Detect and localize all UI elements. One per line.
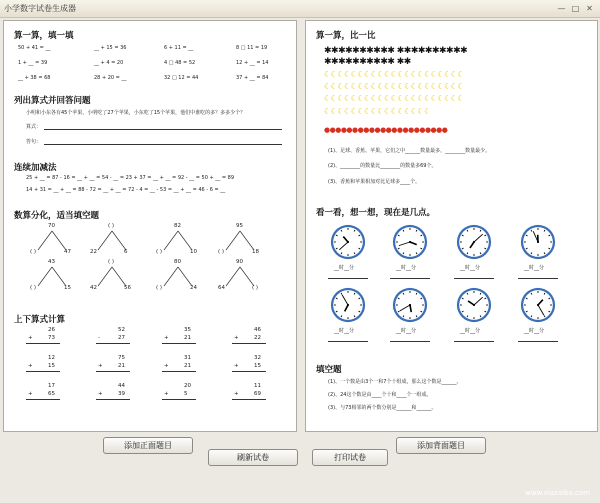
tree-top: 80 <box>174 259 181 265</box>
tree-right: ( ) <box>252 285 259 291</box>
vertical-bottom-number: 22 <box>254 335 261 341</box>
tree-left: ( ) <box>156 249 163 255</box>
clock-answer-line[interactable] <box>518 341 558 342</box>
banana-row: ☾☾☾☾☾☾☾☾☾☾☾☾☾☾☾☾ <box>324 107 431 116</box>
vertical-answer-line[interactable] <box>162 399 196 400</box>
clock-answer: __时__分 <box>396 328 417 334</box>
clock-face <box>330 287 366 323</box>
section-title: 算一算，比一比 <box>316 31 376 41</box>
vertical-operator: + <box>164 335 169 341</box>
vertical-top-number: 46 <box>254 327 261 333</box>
vertical-top-number: 75 <box>118 355 125 361</box>
vertical-operator: + <box>164 391 169 397</box>
tree-branch <box>92 230 136 252</box>
tree-left: 22 <box>90 249 97 255</box>
vertical-operator: + <box>234 391 239 397</box>
tree-top: 70 <box>48 223 55 229</box>
tree-top: 43 <box>48 259 55 265</box>
clock-face <box>456 287 492 323</box>
clock-answer-line[interactable] <box>454 341 494 342</box>
vertical-top-number: 26 <box>48 327 55 333</box>
tree-right: 18 <box>252 249 259 255</box>
equation: 6 + 11 = __ <box>164 45 194 51</box>
clock-face <box>392 287 428 323</box>
vertical-answer-line[interactable] <box>232 371 266 372</box>
clock-face <box>520 224 556 260</box>
vertical-bottom-number: 21 <box>184 335 191 341</box>
vertical-operator: + <box>28 391 33 397</box>
vertical-operator: + <box>234 335 239 341</box>
vertical-operator: - <box>98 335 100 341</box>
vertical-answer-line[interactable] <box>96 399 130 400</box>
vertical-answer-line[interactable] <box>26 343 60 344</box>
formula-line[interactable] <box>44 129 282 130</box>
vertical-top-number: 12 <box>48 355 55 361</box>
equation: 37 + __ = 84 <box>236 75 269 81</box>
banana-row: ☾☾☾☾☾☾☾☾☾☾☾☾☾☾☾☾☾☾☾☾☾ <box>324 82 465 91</box>
section-title: 上下算式计算 <box>14 315 66 325</box>
vertical-top-number: 52 <box>118 327 125 333</box>
section-title: 连续加减法 <box>14 163 57 173</box>
vertical-bottom-number: 15 <box>254 363 261 369</box>
clock-answer-line[interactable] <box>454 278 494 279</box>
clock-answer-line[interactable] <box>390 278 430 279</box>
vertical-bottom-number: 15 <box>48 363 55 369</box>
tree-top: 90 <box>236 259 243 265</box>
formula-label: 算式： <box>26 124 42 130</box>
vertical-operator: + <box>28 363 33 369</box>
equation: 28 + 20 = __ <box>94 75 127 81</box>
clock-face <box>456 224 492 260</box>
tree-left: ( ) <box>218 249 225 255</box>
equation: 32 □ 12 = 44 <box>164 75 199 81</box>
vertical-answer-line[interactable] <box>96 343 130 344</box>
vertical-top-number: 32 <box>254 355 261 361</box>
clock-answer-line[interactable] <box>390 341 430 342</box>
clock-answer: __时__分 <box>396 265 417 271</box>
clock-answer-line[interactable] <box>518 278 558 279</box>
vertical-top-number: 31 <box>184 355 191 361</box>
section-title: 列出算式并回答问题 <box>14 96 91 106</box>
vertical-bottom-number: 69 <box>254 391 261 397</box>
add-back-question-button[interactable]: 添加背面题目 <box>396 437 486 454</box>
refresh-paper-button[interactable]: 刷新试卷 <box>208 449 298 466</box>
clock-answer-line[interactable] <box>328 341 368 342</box>
tree-right: 47 <box>64 249 71 255</box>
section-title: 算一算，填一填 <box>14 31 74 41</box>
football-row: ✱✱✱✱✱✱✱✱✱✱ ✱✱✱✱✱✱✱✱✱✱ <box>324 46 468 56</box>
equation: 12 + __ = 14 <box>236 60 269 66</box>
section-title: 看一看，想一想，现在是几点。 <box>316 208 436 218</box>
vertical-bottom-number: 73 <box>48 335 55 341</box>
clock-face <box>392 224 428 260</box>
tree-left: 42 <box>90 285 97 291</box>
equation: 8 □ 11 = 19 <box>236 45 268 51</box>
equation: __ + 15 = 36 <box>94 45 127 51</box>
tree-left: ( ) <box>30 249 37 255</box>
equation: __ + 38 = 68 <box>18 75 51 81</box>
minimize-button[interactable]: — <box>557 4 566 13</box>
back-page-sheet[interactable] <box>305 20 598 432</box>
section-title: 填空题 <box>316 365 342 375</box>
tree-left: 64 <box>218 285 225 291</box>
compare-question: (2)、________的数量比________的数量多69个。 <box>328 163 437 169</box>
tree-left: ( ) <box>156 285 163 291</box>
vertical-answer-line[interactable] <box>162 343 196 344</box>
vertical-top-number: 44 <box>118 383 125 389</box>
chain-line: 25 + __ = 87 - 16 = __ + __ = 54 - __ = 23 + 37 = __ + __ = 92 - __ = 50 + __ = 89 <box>26 175 234 181</box>
maximize-button[interactable]: □ <box>571 4 580 13</box>
vertical-top-number: 20 <box>184 383 191 389</box>
equation: 50 + 41 = __ <box>18 45 51 51</box>
front-page-sheet[interactable] <box>3 20 297 432</box>
app-title: 小学数字试卷生成器 <box>4 4 76 13</box>
clock-answer-line[interactable] <box>328 278 368 279</box>
vertical-answer-line[interactable] <box>232 343 266 344</box>
equation: 4 □ 48 = 52 <box>164 60 196 66</box>
vertical-operator: + <box>234 363 239 369</box>
clock-face <box>520 287 556 323</box>
tree-right: 24 <box>190 285 197 291</box>
vertical-answer-line[interactable] <box>162 371 196 372</box>
vertical-operator: + <box>98 363 103 369</box>
vertical-bottom-number: 21 <box>184 363 191 369</box>
answer-line[interactable] <box>44 144 282 145</box>
watermark: www.xiazaiba.com <box>525 489 590 497</box>
vertical-bottom-number: 21 <box>118 363 125 369</box>
chain-line: 14 + 31 = __ + __ = 88 - 72 = __ + __ = 72 - 4 = __ - 53 = __ + __ = 46 - 6 = __ <box>26 187 226 193</box>
vertical-answer-line[interactable] <box>26 371 60 372</box>
apple-row: ●●●●●●●●●●●●●●●●●●●●●● <box>324 126 448 134</box>
vertical-operator: + <box>28 335 33 341</box>
vertical-operator: + <box>164 363 169 369</box>
tree-right: 6 <box>124 249 128 255</box>
tree-top: 82 <box>174 223 181 229</box>
vertical-bottom-number: 39 <box>118 391 125 397</box>
word-problem: 小明和小东各有45个苹果，小明吃了27个苹果，小东吃了15个苹果，他们中谁吃的多？多多少个？ <box>26 110 246 116</box>
clock-answer: __时__分 <box>524 265 545 271</box>
clock-answer: __时__分 <box>460 265 481 271</box>
tree-left: ( ) <box>30 285 37 291</box>
tree-top: 95 <box>236 223 243 229</box>
clock-answer: __时__分 <box>334 265 355 271</box>
clock-answer: __时__分 <box>334 328 355 334</box>
vertical-answer-line[interactable] <box>96 371 130 372</box>
tree-top: ( ) <box>108 223 115 229</box>
section-title: 数算分化，适当填空题 <box>14 211 100 221</box>
close-button[interactable]: ✕ <box>586 4 593 13</box>
banana-row: ☾☾☾☾☾☾☾☾☾☾☾☾☾☾☾☾☾☾☾☾☾ <box>324 94 465 103</box>
compare-question: (1)、足球、香蕉、苹果，它们之中______数量最多，________数量最少。 <box>328 148 491 154</box>
tree-top: ( ) <box>108 259 115 265</box>
tree-right: 56 <box>124 285 131 291</box>
vertical-operator: + <box>98 391 103 397</box>
vertical-top-number: 17 <box>48 383 55 389</box>
vertical-answer-line[interactable] <box>26 399 60 400</box>
clock-answer: __时__分 <box>460 328 481 334</box>
answer-label: 答句： <box>26 139 42 145</box>
tree-right: 15 <box>64 285 71 291</box>
banana-row: ☾☾☾☾☾☾☾☾☾☾☾☾☾☾☾☾☾☾☾☾☾ <box>324 70 465 79</box>
vertical-answer-line[interactable] <box>232 399 266 400</box>
equation: 1 + __ = 39 <box>18 60 48 66</box>
vertical-bottom-number: 27 <box>118 335 125 341</box>
clock-face <box>330 224 366 260</box>
fill-question: (1)、一个数是由3个一和7个十组成，那么这个数是______。 <box>328 379 462 385</box>
add-front-question-button[interactable]: 添加正面题目 <box>103 437 193 454</box>
tree-right: 10 <box>190 249 197 255</box>
football-row: ✱✱✱✱✱✱✱✱✱✱ ✱✱ <box>324 57 411 67</box>
vertical-top-number: 35 <box>184 327 191 333</box>
vertical-bottom-number: 65 <box>48 391 55 397</box>
print-paper-button[interactable]: 打印试卷 <box>312 449 388 466</box>
vertical-top-number: 11 <box>254 383 261 389</box>
fill-question: (2)、24这个数是由____个十和____个一组成。 <box>328 392 432 398</box>
vertical-bottom-number: 5 <box>184 391 188 397</box>
compare-question: (3)、香蕉和苹果相加对比足球多____个。 <box>328 179 421 185</box>
equation: __ + 4 = 20 <box>94 60 124 66</box>
clock-answer: __时__分 <box>524 328 545 334</box>
title-bar <box>0 0 600 18</box>
fill-question: (3)、与73相邻的两个数分别是______和______。 <box>328 405 437 411</box>
